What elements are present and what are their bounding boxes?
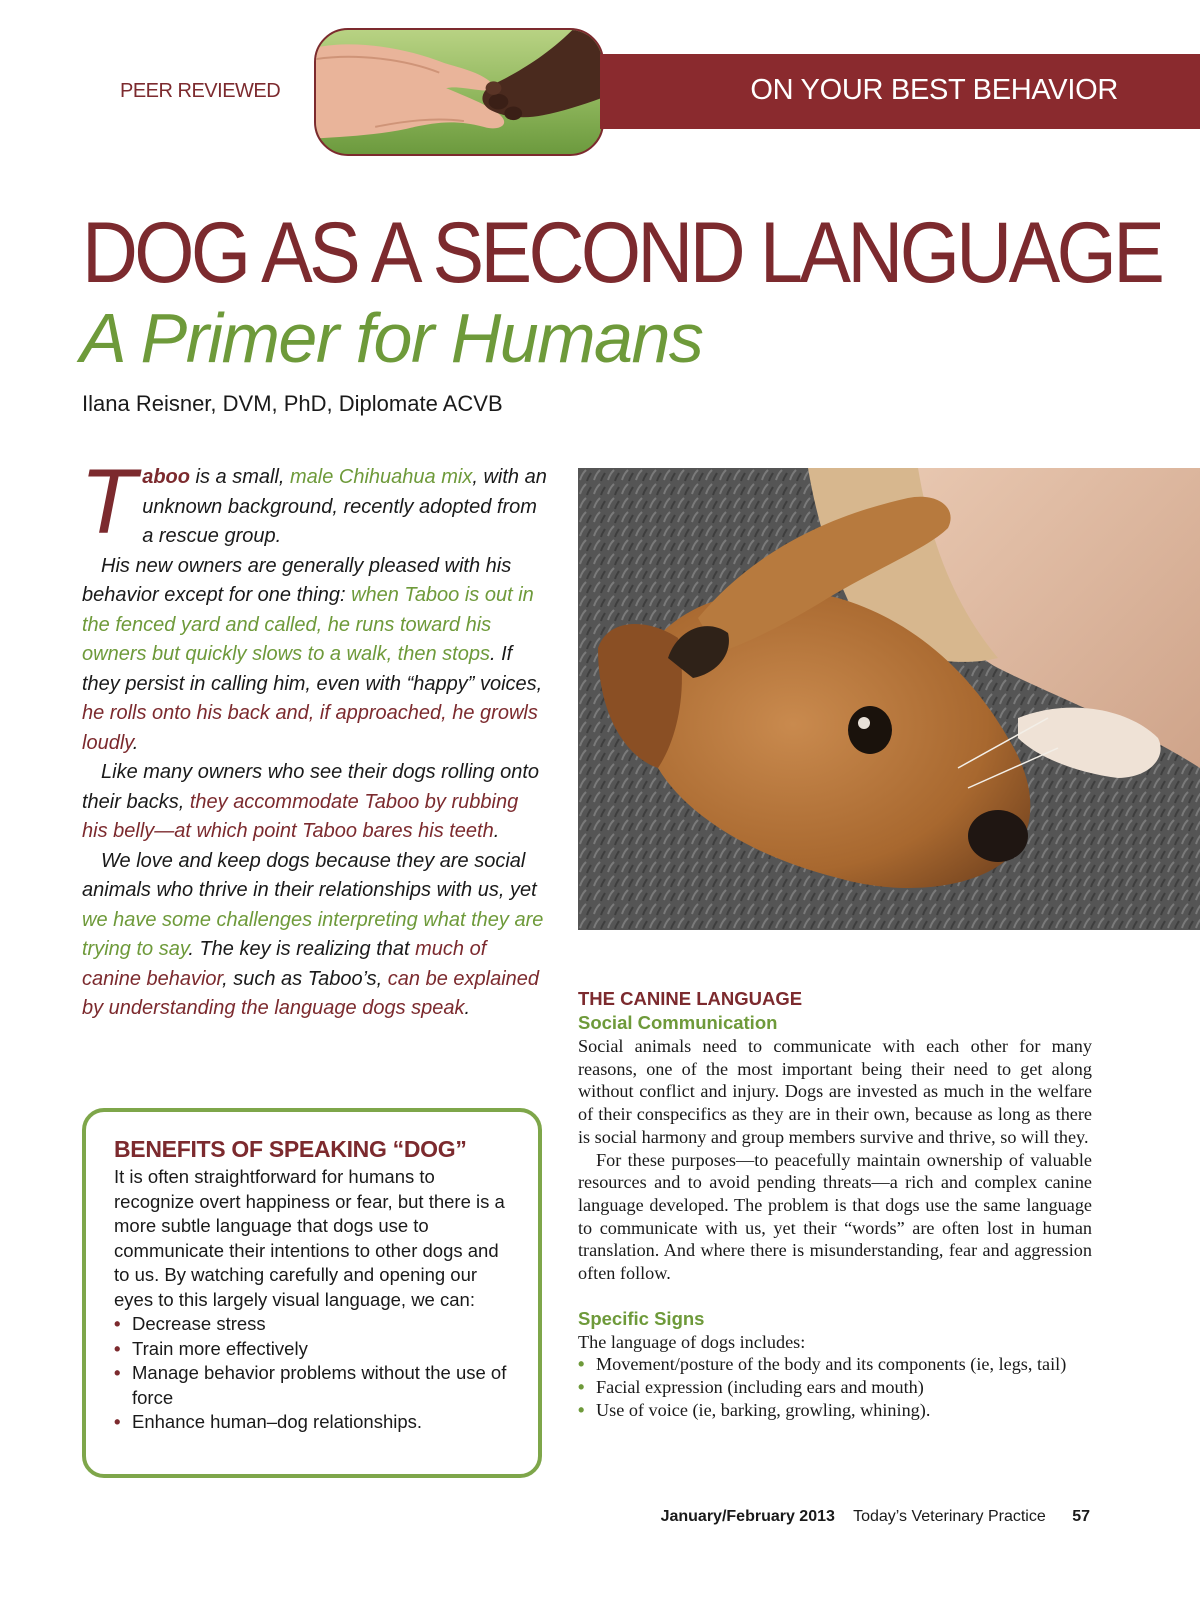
section-label: ON YOUR BEST BEHAVIOR bbox=[750, 74, 1118, 106]
bullet-icon: • bbox=[114, 1411, 121, 1432]
list-item: • Movement/posture of the body and its components (ie, legs, tail) bbox=[578, 1354, 1067, 1375]
intro-paragraph-4: We love and keep dogs because they are social animals who thrive in their relationships with us, yet we have some challenges interpreting what they are trying to say. The key is realizing that much of canine behavior, such as Taboo’s, can be explained by understanding the language dogs speak. bbox=[82, 849, 544, 1019]
issue-date: January/February 2013 bbox=[660, 1508, 835, 1525]
bullet-icon: • bbox=[578, 1399, 585, 1420]
peer-reviewed-label: PEER REVIEWED bbox=[120, 80, 281, 102]
intro-paragraph-2: His new owners are generally pleased with his behavior except for one thing: when Taboo is out in the fenced yard and called, he runs toward his owners but quickly slows to a walk, then stops. If they persist in calling him, even with “happy” voices, he rolls onto his back and, if approached, he growls loudly. bbox=[82, 554, 543, 754]
article-title: DOG AS A SECOND LANGUAGE bbox=[82, 205, 1162, 301]
benefits-text: It is often straightforward for humans to recognize overt happiness or fear, but there is a more subtle language that dogs use to communicate their intentions to other dogs and to us. By watching carefully and opening our eyes to this largely visual language, we can: bbox=[114, 1166, 505, 1310]
page-number: 57 bbox=[1072, 1508, 1090, 1525]
article-subtitle: A Primer for Humans bbox=[80, 299, 703, 377]
intro-paragraph-3: Like many owners who see their dogs rolling onto their backs, they accommodate Taboo by rubbing his belly—at which point Taboo bares his teeth. bbox=[82, 761, 540, 842]
section-heading: THE CANINE LANGUAGE bbox=[578, 988, 803, 1009]
publication-name: Today’s Veterinary Practice bbox=[853, 1508, 1046, 1525]
bullet-icon: • bbox=[578, 1377, 585, 1398]
list-item: • Enhance human–dog relationships. bbox=[114, 1410, 512, 1435]
social-paragraph-2: For these purposes—to peacefully maintain ownership of valuable resources and to avoid pending threats—a rich and complex canine language developed. The problem is that dogs use the same language to communicate with us, yet their “words” are often lost in human translation. And where there is misunderstanding, fear and aggression often follow. bbox=[578, 1149, 1092, 1284]
specific-signs-heading: Specific Signs bbox=[578, 1307, 705, 1329]
bullet-icon: • bbox=[114, 1313, 121, 1334]
signs-list bbox=[578, 1353, 1092, 1421]
list-item: • Facial expression (including ears and mouth) bbox=[578, 1377, 924, 1398]
intro-paragraph-1: Taboo is a small, male Chihuahua mix, with an unknown background, recently adopted from a rescue group. bbox=[80, 451, 547, 553]
hand-paw-photo bbox=[314, 28, 604, 156]
section-banner bbox=[600, 54, 1200, 129]
social-communication-heading: Social Communication bbox=[578, 1012, 778, 1033]
benefits-title: BENEFITS OF SPEAKING “DOG” bbox=[114, 1136, 467, 1162]
chihuahua-photo bbox=[578, 468, 1200, 930]
list-item: • Use of voice (ie, barking, growling, whining). bbox=[578, 1399, 931, 1420]
page-footer bbox=[661, 1508, 1090, 1526]
bullet-icon: • bbox=[114, 1362, 121, 1383]
list-item: • Manage behavior problems without the use of force bbox=[114, 1362, 507, 1408]
benefits-list bbox=[114, 1312, 512, 1435]
signs-intro: The language of dogs includes: bbox=[578, 1331, 806, 1352]
list-item: • Train more effectively bbox=[114, 1337, 512, 1362]
social-paragraph-1: Social animals need to communicate with each other for many reasons, one of the most important being their need to get along without conflict and injury. Dogs are invested as much in the welfare of their conspecifics as they are in their own, because as long as there is social harmony and group members survive and thrive, so will they. bbox=[578, 1036, 1092, 1147]
author-byline: Ilana Reisner, DVM, PhD, Diplomate ACVB bbox=[82, 391, 503, 416]
list-item: • Decrease stress bbox=[114, 1312, 512, 1337]
benefits-sidebar-box bbox=[82, 1108, 542, 1478]
drop-cap: T bbox=[80, 451, 137, 553]
right-text-column bbox=[578, 987, 1092, 1422]
bullet-icon: • bbox=[578, 1354, 585, 1375]
intro-column bbox=[80, 451, 548, 1024]
bullet-icon: • bbox=[114, 1337, 121, 1359]
